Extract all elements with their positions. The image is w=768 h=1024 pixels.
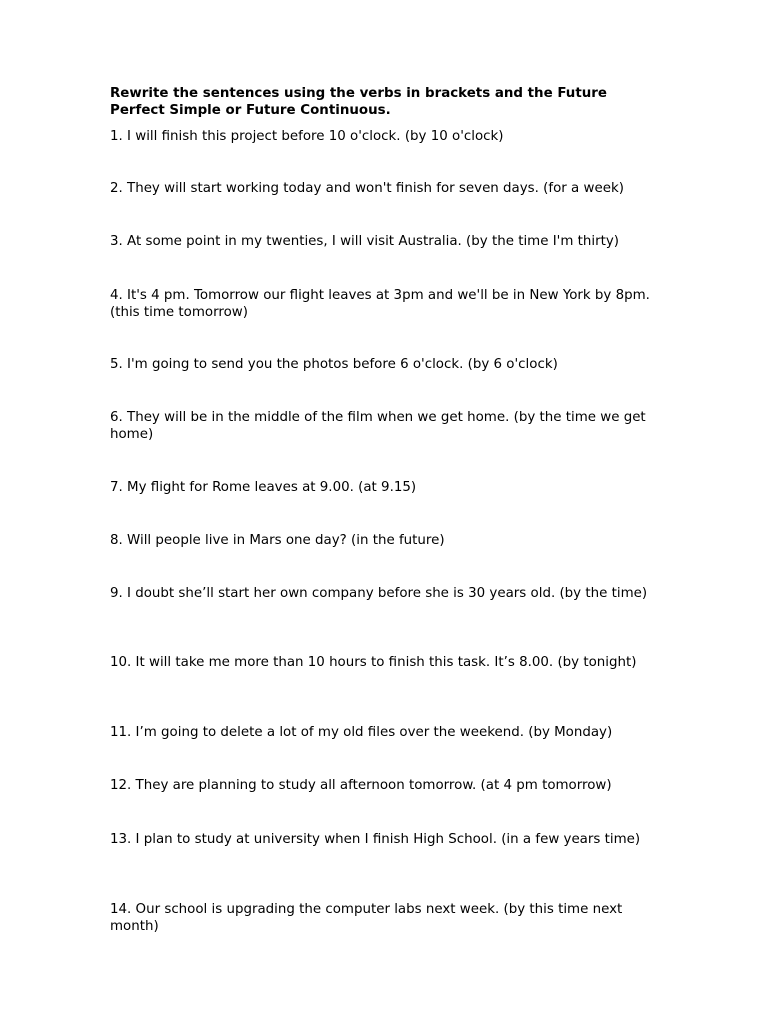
exercise-item-4: 4. It's 4 pm. Tomorrow our flight leaves at 3pm and we'll be in New York by 8pm. (this time tomorrow) — [110, 288, 650, 320]
exercise-item-11: 11. I’m going to delete a lot of my old files over the weekend. (by Monday) — [110, 725, 613, 740]
exercise-item-1: 1. I will finish this project before 10 o'clock. (by 10 o'clock) — [110, 129, 504, 144]
worksheet-instructions: Rewrite the sentences using the verbs in brackets and the Future Perfect Simple or Future Continuous. — [110, 86, 607, 118]
exercise-item-3: 3. At some point in my twenties, I will visit Australia. (by the time I'm thirty) — [110, 234, 620, 249]
exercise-item-5: 5. I'm going to send you the photos before 6 o'clock. (by 6 o'clock) — [110, 357, 558, 372]
exercise-item-6: 6. They will be in the middle of the film when we get home. (by the time we get home) — [110, 410, 646, 442]
exercise-item-8: 8. Will people live in Mars one day? (in the future) — [110, 533, 445, 548]
exercise-item-10: 10. It will take me more than 10 hours to finish this task. It’s 8.00. (by tonight) — [110, 655, 637, 670]
exercise-item-14: 14. Our school is upgrading the computer labs next week. (by this time next month) — [110, 902, 623, 934]
exercise-item-2: 2. They will start working today and won't finish for seven days. (for a week) — [110, 181, 624, 196]
exercise-item-7: 7. My flight for Rome leaves at 9.00. (at 9.15) — [110, 480, 417, 495]
exercise-item-9: 9. I doubt she’ll start her own company before she is 30 years old. (by the time) — [110, 586, 648, 601]
exercise-item-13: 13. I plan to study at university when I finish High School. (in a few years time) — [110, 832, 641, 847]
exercise-item-12: 12. They are planning to study all afternoon tomorrow. (at 4 pm tomorrow) — [110, 778, 612, 793]
